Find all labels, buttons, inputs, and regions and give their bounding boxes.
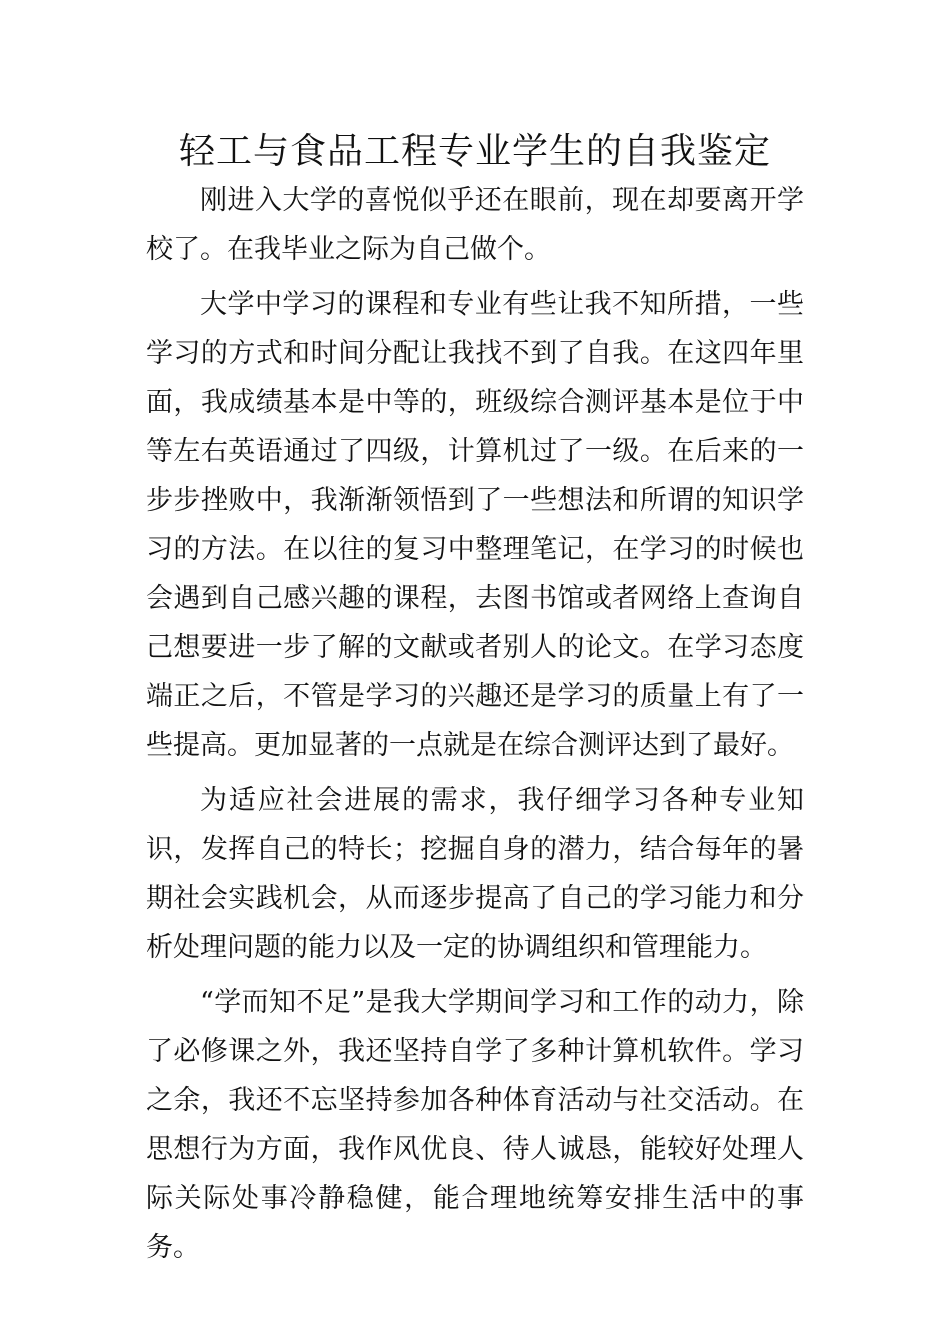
document-title: 轻工与食品工程专业学生的自我鉴定: [178, 131, 771, 172]
paragraph-2: 大学中学习的课程和专业有些让我不知所措，一些学习的方式和时间分配让我找不到了自我。在这四年里面，我成绩基本是中等的，班级综合测评基本是位于中等左右英语通过了四级，计算机过了一级。在后来的一步步挫败中，我渐渐领悟到了一些想法和所谓的知识学习的方法。在以往的复习中整理笔记，在学习的时候也会遇到自己感兴趣的课程，去图书馆或者网络上查询自己想要进一步了解的文献或者别人的论文。在学习态度端正之后，不管是学习的兴趣还是学习的质量上有了一些提高。更加显著的一点就是在综合测评达到了最好。: [146, 289, 804, 761]
paragraph-1: 刚进入大学的喜悦似乎还在眼前，现在却要离开学校了。在我毕业之际为自己做个。: [146, 185, 804, 265]
paragraph-3: 为适应社会进展的需求，我仔细学习各种专业知识，发挥自己的特长；挖掘自身的潜力，结合每年的暑期社会实践机会，从而逐步提高了自己的学习能力和分析处理问题的能力以及一定的协调组织和管理能力。: [146, 785, 804, 963]
paragraph-4: “学而知不足”是我大学期间学习和工作的动力，除了必修课之外，我还坚持自学了多种计算机软件。学习之余，我还不忘坚持参加各种体育活动与社交活动。在思想行为方面，我作风优良、待人诚恳，能较好处理人际关际处事冷静稳健，能合理地统筹安排生活中的事务。: [146, 987, 804, 1263]
